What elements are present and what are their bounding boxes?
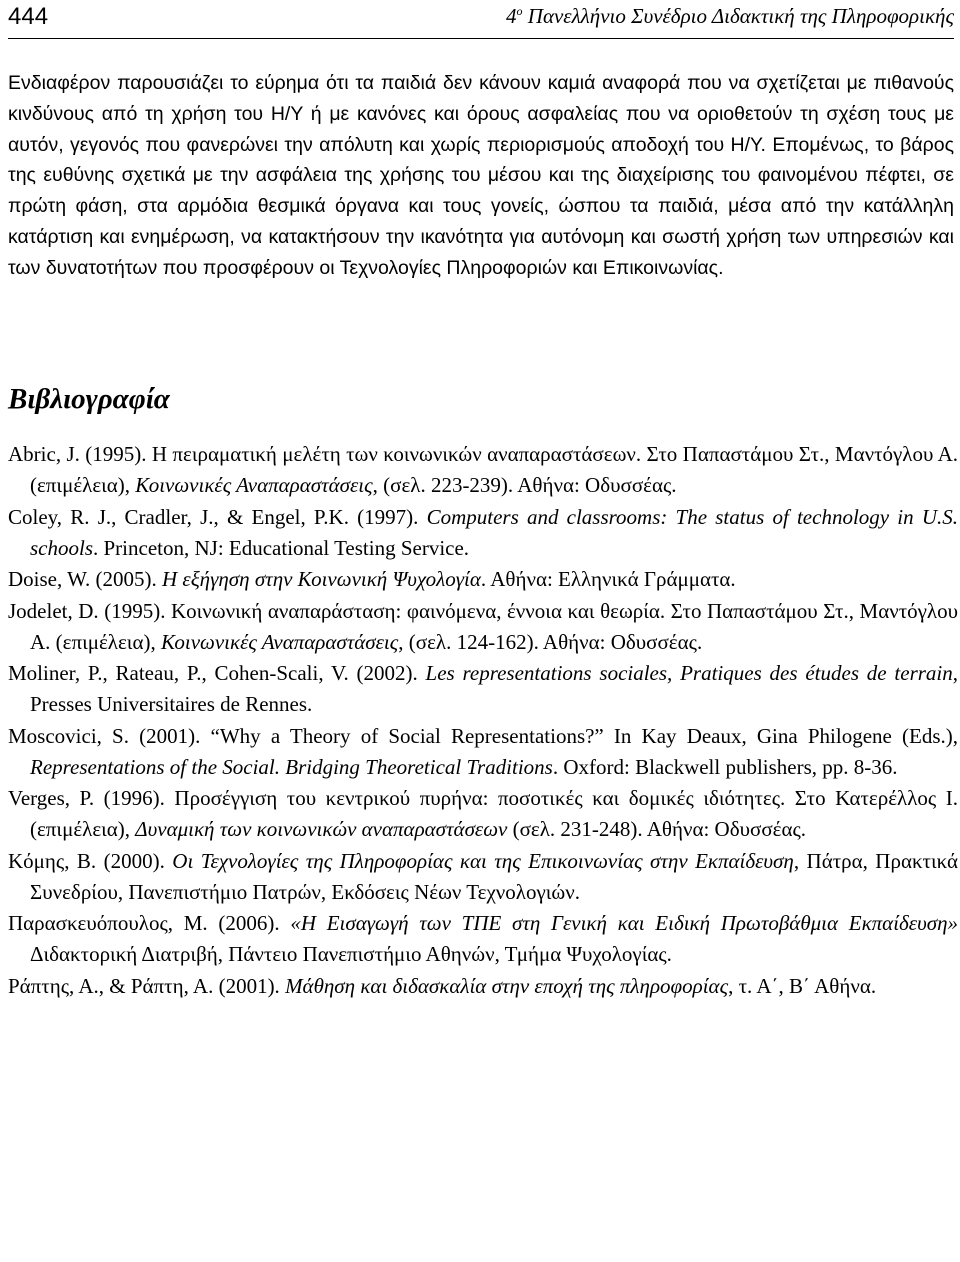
running-head (506, 4, 954, 29)
bib-entry (8, 846, 958, 908)
bib-entry-title: Μάθηση και διδασκαλία στην εποχή της πληροφορίας (285, 973, 729, 998)
bib-entry-text: Moscovici, S. (2001). “Why a Theory of Social Representations?” In Kay Deaux, Gina Philogene (Eds.), (8, 723, 958, 748)
bib-entry-text: Doise, W. (2005). (8, 567, 162, 591)
bib-entry-title: «Η Εισαγωγή των ΤΠΕ στη Γενική και Ειδική Πρωτοβάθμια Εκπαίδευση» (290, 911, 958, 935)
bib-entry (8, 721, 958, 783)
bib-entry (8, 564, 958, 595)
bib-entry-text: Verges, P. (1996). Προσέγγιση του κεντρικού πυρήνα: ποσοτικές και δομικές ιδιότητες. Στο Κατερέλλος Ι. (επιμέλεια), (8, 786, 958, 841)
bib-entry-title: Computers and classrooms: The status of technology in U.S. schools (30, 504, 958, 560)
page-number: 444 (8, 3, 49, 30)
bib-entry (8, 502, 958, 564)
bib-entry (8, 783, 958, 845)
bib-entry-text: Παρασκευόπουλος, Μ. (2006). (8, 911, 291, 935)
bib-entry-title: Η εξήγηση στην Κοινωνική Ψυχολογία (162, 567, 481, 591)
bib-entry-text: . Αθήνα: Ελληνικά Γράμματα. (480, 567, 736, 591)
bib-entry-text: (σελ. 231-248). Αθήνα: Οδυσσέας. (507, 817, 807, 841)
bib-entry (8, 439, 958, 501)
bib-entry-text: Κόμης, Β. (2000). (8, 848, 173, 873)
body-paragraph: Ενδιαφέρον παρουσιάζει το εύρημα ότι τα παιδιά δεν κάνουν καμιά αναφορά που να σχετίζεται με πιθανούς κινδύνους από τη χρήση του Η/Υ ή με κανόνες και όρους ασφαλείας που να οριοθετούν τη σχέση τους με αυτόν, γεγονός που φανερώνει την απόλυτη και χωρίς περιορισμούς αποδοχή του Η/Υ. Επομένως, το βάρος της ευθύνης σχετικά με την ασφάλεια της χρήσης του μέσου και της διαχείρισης του φαινομένου πέφτει, σε πρώτη φάση, στα αρμόδια θεσμικά όργανα και τους γονείς, ώσπου τα παιδιά, μέσα από την κατάλληλη κατάρτιση και ενημέρωση, να κατακτήσουν την ικανότητα για αυτόνομη και σωστή χρήση των υπηρεσιών και των δυνατοτήτων που προσφέρουν οι Τεχνολογίες Πληροφοριών και Επικοινωνίας. (8, 72, 954, 279)
page-header (8, 0, 954, 39)
bib-entry-title: Οι Τεχνολογίες της Πληροφορίας και της Επικοινωνίας στην Εκπαίδευση (172, 848, 794, 873)
bibliography-list (8, 439, 958, 1002)
conference-ordinal-sup: ο (516, 4, 523, 18)
bib-entry-title: Representations of the Social. Bridging Theoretical Traditions (30, 754, 553, 779)
bib-entry-title: Les representations sociales, Pratiques des études de terrain (425, 661, 953, 685)
bib-entry-text: . Princeton, NJ: Educational Testing Service. (93, 535, 470, 560)
bib-entry-text: Διδακτορική Διατριβή, Πάντειο Πανεπιστήμιο Αθηνών, Τμήμα Ψυχολογίας. (30, 942, 672, 966)
bib-entry-title: Δυναμική των κοινωνικών αναπαραστάσεων (135, 817, 508, 841)
bib-entry (8, 658, 958, 720)
bib-entry-title: Κοινωνικές Αναπαραστάσεις (160, 629, 399, 654)
bib-entry-text: , Presses Universitaires de Rennes. (30, 661, 958, 716)
conference-ordinal: 4 (506, 4, 517, 28)
bib-entry-text: Jodelet, D. (1995). Κοινωνική αναπαράσταση: φαινόμενα, έννοια και θεωρία. Στο Παπαστάμου Στ., Μαντόγλου Α. (επιμέλεια), (8, 598, 958, 654)
bib-entry-text: , (σελ. 223-239). Αθήνα: Οδυσσέας. (372, 473, 677, 497)
bib-entry-text: Ράπτης, Α., & Ράπτη, Α. (2001). (8, 973, 286, 998)
conference-title: Πανελλήνιο Συνέδριο Διδακτική της Πληροφορικής (522, 4, 954, 28)
bib-entry (8, 596, 958, 658)
bibliography-heading: Βιβλιογραφία (8, 383, 170, 415)
bib-entry-text: . Oxford: Blackwell publishers, pp. 8-36. (552, 754, 898, 779)
bib-entry-text: Abric, J. (1995). Η πειραματική μελέτη των κοινωνικών αναπαραστάσεων. Στο Παπαστάμου Στ., Μαντόγλου Α. (επιμέλεια), (8, 442, 958, 497)
bib-entry-text: , τ. Α΄, Β΄ Αθήνα. (728, 973, 877, 998)
bib-entry (8, 908, 958, 970)
bib-entry-text: , (σελ. 124-162). Αθήνα: Οδυσσέας. (398, 629, 703, 654)
bib-entry-text: Moliner, P., Rateau, P., Cohen-Scali, V. (2002). (8, 661, 426, 685)
bib-entry (8, 971, 958, 1002)
bib-entry-text: Coley, R. J., Cradler, J., & Engel, P.K. (1997). (8, 504, 427, 529)
bib-entry-text: , Πάτρα, Πρακτικά Συνεδρίου, Πανεπιστήμιο Πατρών, Εκδόσεις Νέων Τεχνολογιών. (30, 848, 959, 904)
bib-entry-title: Κοινωνικές Αναπαραστάσεις (135, 473, 373, 497)
